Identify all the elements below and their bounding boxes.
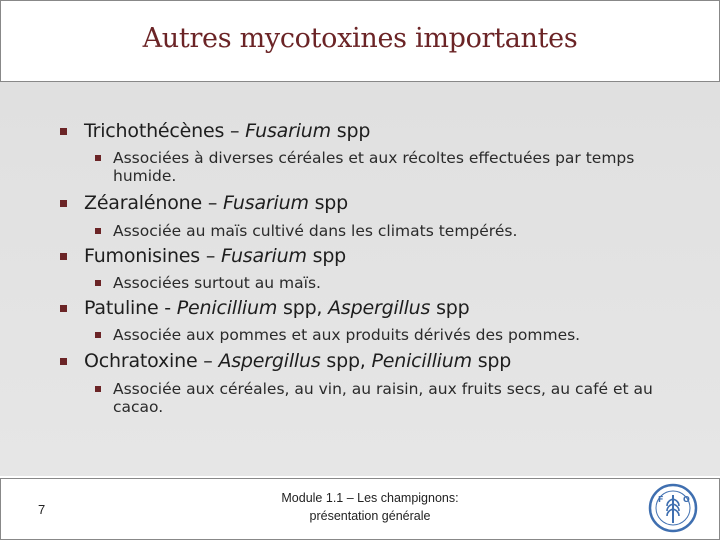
sub-bullet-text: Associées à diverses céréales et aux récoltes effectuées par temps humide.: [113, 149, 635, 185]
bullet-item-patuline: [60, 296, 470, 320]
genus-name: Fusarium: [222, 192, 309, 214]
square-bullet-icon: [60, 305, 67, 312]
toxin-name: Trichothécènes: [84, 120, 225, 142]
toxin-name: Fumonisines: [84, 245, 200, 267]
slide-title: Autres mycotoxines importantes: [142, 23, 578, 54]
square-bullet-icon: [95, 280, 101, 286]
spp-text: spp: [308, 192, 349, 214]
bullet-item-zearalenone: [60, 191, 348, 215]
sub-bullet-text: Associées surtout au maïs.: [113, 274, 321, 292]
spp-text: spp: [430, 297, 470, 319]
genus-name: Aspergillus: [218, 350, 321, 372]
sub-bullet-text: Associée aux céréales, au vin, au raisin, aux fruits secs, au café et au cacao.: [113, 380, 653, 416]
spp-text: spp,: [320, 350, 372, 372]
spp-text: spp,: [277, 297, 329, 319]
footer-line-1: Module 1.1 – Les champignons:: [281, 491, 459, 505]
square-bullet-icon: [95, 332, 101, 338]
svg-text:O: O: [683, 495, 690, 504]
sub-bullet-fumonisines: [95, 274, 670, 292]
sub-bullet-text: Associée au maïs cultivé dans les climats tempérés.: [113, 222, 518, 240]
bullet-item-fumonisines: [60, 244, 346, 268]
fao-logo-icon: [648, 483, 698, 533]
footer-line-2: présentation générale: [309, 509, 431, 523]
genus-name: Penicillium: [371, 350, 472, 372]
sub-bullet-trichothecenes: [95, 149, 670, 185]
bullet-item-trichothecenes: [60, 119, 370, 143]
bullet-item-ochratoxine: [60, 349, 511, 373]
toxin-name: Patuline: [84, 297, 159, 319]
square-bullet-icon: [60, 200, 67, 207]
square-bullet-icon: [95, 228, 101, 234]
genus-name: Fusarium: [245, 120, 331, 142]
separator: –: [224, 120, 246, 142]
square-bullet-icon: [95, 155, 101, 161]
square-bullet-icon: [60, 253, 67, 260]
square-bullet-icon: [95, 386, 101, 392]
spp-text: spp: [330, 120, 371, 142]
spp-text: spp: [471, 350, 512, 372]
sub-bullet-text: Associée aux pommes et aux produits dérivés des pommes.: [113, 326, 581, 344]
spp-text: spp: [306, 245, 347, 267]
footer-module-title: [240, 489, 500, 525]
separator: –: [200, 245, 221, 267]
toxin-name: Zéaralénone: [84, 192, 202, 214]
separator: –: [201, 192, 223, 214]
genus-name: Fusarium: [220, 245, 307, 267]
separator: –: [197, 350, 219, 372]
sub-bullet-ochratoxine: [95, 380, 655, 416]
title-box: [0, 0, 720, 82]
genus-name: Aspergillus: [328, 297, 431, 319]
svg-text:F: F: [658, 495, 664, 504]
sub-bullet-zearalenone: [95, 222, 670, 240]
square-bullet-icon: [60, 358, 67, 365]
square-bullet-icon: [60, 128, 67, 135]
toxin-name: Ochratoxine: [84, 350, 198, 372]
sub-bullet-patuline: [95, 326, 670, 344]
genus-name: Penicillium: [176, 297, 278, 319]
separator: -: [158, 297, 177, 319]
page-number: 7: [38, 502, 46, 517]
